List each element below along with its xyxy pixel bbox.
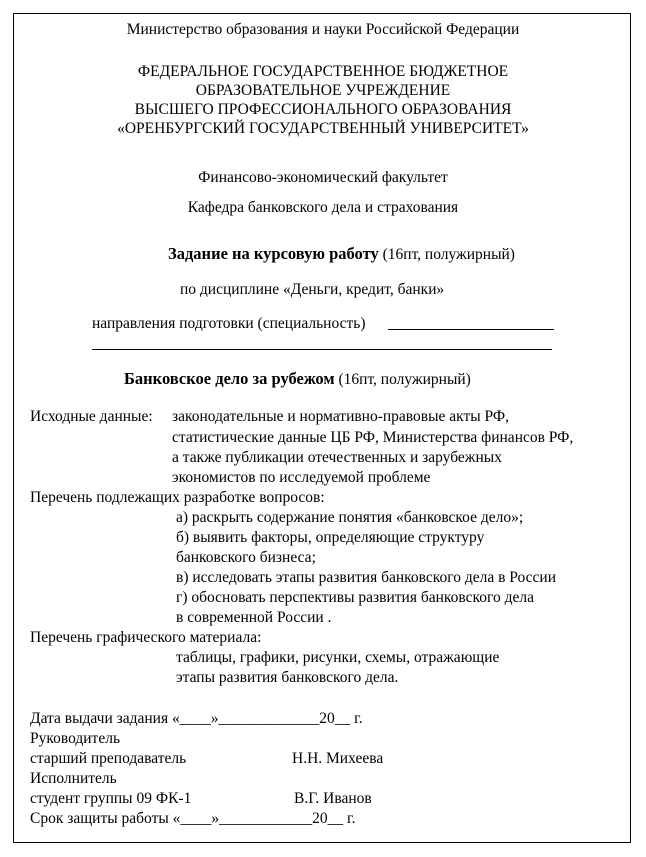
defense-date-line: Срок защиты работы «____»____________20__ г. [30,810,356,827]
assignment-title-note: (16пт, полужирный) [378,246,515,263]
discipline-line: по дисциплине «Деньги, кредит, банки» [180,281,445,298]
assignment-title [168,244,515,264]
org-line-2: ОБРАЗОВАТЕЛЬНОЕ УЧРЕЖДЕНИЕ [195,82,451,99]
question-item: а) раскрыть содержание понятия «банковское дело»; [176,509,524,526]
org-line-1: ФЕДЕРАЛЬНОЕ ГОСУДАРСТВЕННОЕ БЮДЖЕТНОЕ [137,63,509,80]
supervisor-role: старший преподаватель [30,750,187,767]
source-data-line: экономистов по исследуемой проблеме [172,469,431,486]
supervisor-name: Н.Н. Михеева [292,750,384,767]
topic-title-note: (16пт, полужирный) [334,371,471,388]
executor-role: студент группы 09 ФК-1 [30,790,192,807]
question-item: в) исследовать этапы развития банковского дела в России [176,569,556,586]
source-data-line: статистические данные ЦБ РФ, Министерства финансов РФ, [172,429,574,446]
direction-label: направления подготовки (специальность) [92,315,366,332]
questions-label: Перечень подлежащих разработке вопросов: [30,489,325,506]
faculty-line: Финансово-экономический факультет [198,169,448,186]
graphics-label: Перечень графического материала: [30,629,262,646]
source-data-line: законодательные и нормативно-правовые акты РФ, [172,408,510,425]
graphics-item: таблицы, графики, рисунки, схемы, отражающие [176,649,500,666]
topic-title-bold: Банковское дело за рубежом [124,369,335,388]
issue-date-line: Дата выдачи задания «____»_____________20__ г. [30,710,363,727]
graphics-item: этапы развития банковского дела. [176,669,399,686]
question-item: г) обосновать перспективы развития банковского дела [176,589,534,606]
direction-second-line [92,349,552,350]
ministry-line: Министерство образования и науки Российской Федерации [126,21,520,38]
executor-label: Исполнитель [30,770,117,787]
org-line-4: «ОРЕНБУРГСКИЙ ГОСУДАРСТВЕННЫЙ УНИВЕРСИТЕТ» [117,120,529,137]
supervisor-label: Руководитель [30,730,121,747]
question-item: б) выявить факторы, определяющие структуру [176,529,485,546]
source-data-label: Исходные данные: [30,408,153,425]
executor-name: В.Г. Иванов [294,790,372,807]
source-data-line: а также публикации отечественных и зарубежных [172,449,502,466]
assignment-title-bold: Задание на курсовую работу [168,244,379,263]
org-line-3: ВЫСШЕГО ПРОФЕССИОНАЛЬНОГО ОБРАЗОВАНИЯ [134,101,512,118]
department-line: Кафедра банковского дела и страхования [187,199,459,216]
question-item: банковского бизнеса; [176,549,316,566]
topic-title [124,369,471,389]
direction-blank-line [388,329,554,330]
question-item: в современной России . [176,609,332,626]
